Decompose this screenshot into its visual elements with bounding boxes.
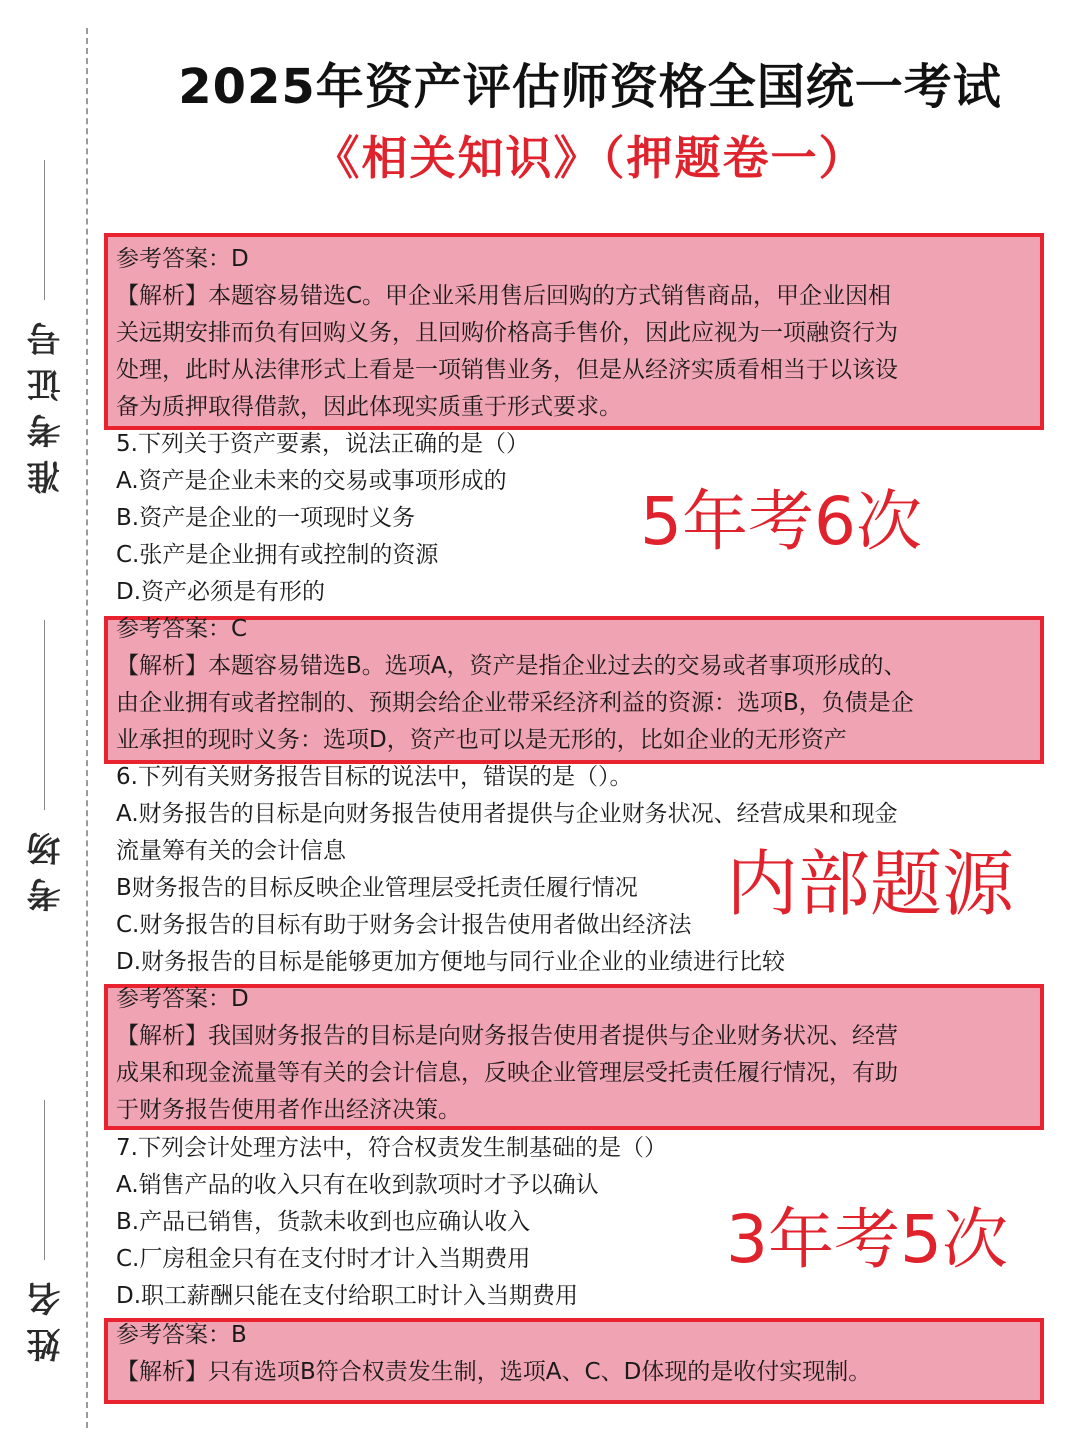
analysis-line: 处理，此时从法律形式上看是一项销售业务，但是从经济实质看相当于以该设: [116, 357, 898, 383]
question-option: C.张产是企业拥有或控制的资源: [116, 542, 439, 568]
answer-label: 参考答案：D: [116, 986, 249, 1012]
stamp-three-years: 3年考5次: [726, 1201, 1008, 1278]
analysis-line: 【解析】只有选项B符合权责发生制，选项A、C、D体现的是收付实现制。: [116, 1359, 872, 1385]
stamp-five-years: 5年考6次: [640, 483, 922, 560]
question-option: B.产品已销售，货款未收到也应确认收入: [116, 1209, 531, 1235]
binding-dashed-line: [86, 28, 88, 1428]
question-option: A.销售产品的收入只有在收到款项时才予以确认: [116, 1172, 599, 1198]
page-title: 2025年资产评估师资格全国统一考试: [178, 59, 1002, 115]
question-option: C.厂房租金只有在支付时才计入当期费用: [116, 1246, 531, 1272]
side-underline-name: [44, 1100, 45, 1260]
question-option: D.职工薪酬只能在支付给职工时计入当期费用: [116, 1283, 579, 1309]
side-underline-room: [44, 620, 45, 810]
analysis-line: 【解析】本题容易错选B。选项A，资产是指企业过去的交易或者事项形成的、: [116, 653, 907, 679]
analysis-line: 关远期安排而负有回购义务，且回购价格高手售价，因此应视为一项融资行为: [116, 320, 898, 346]
question-option: D.资产必须是有形的: [116, 579, 326, 605]
question-option: 流量筹有关的会计信息: [116, 838, 346, 864]
page-subtitle: 《相关知识》（押题卷一）: [313, 131, 867, 185]
answer-label: 参考答案：C: [116, 616, 248, 642]
question-stem: 7.下列会计处理方法中，符合权责发生制基础的是（）: [116, 1135, 667, 1161]
answer-label: 参考答案：D: [116, 246, 249, 272]
question-stem: 6.下列有关财务报告目标的说法中，错误的是（）。: [116, 764, 633, 790]
answer-label: 参考答案：B: [116, 1322, 247, 1348]
analysis-line: 【解析】我国财务报告的目标是向财务报告使用者提供与企业财务状况、经营: [116, 1023, 898, 1049]
analysis-line: 成果和现金流量等有关的会计信息，反映企业管理层受托责任履行情况，有助: [116, 1060, 898, 1086]
stamp-internal-source: 内部题源: [726, 842, 1015, 926]
question-option: A.资产是企业未来的交易或事项形成的: [116, 468, 507, 494]
side-label-room: 考场: [27, 820, 67, 912]
question-stem: 5.下列关于资产要素，说法正确的是（）: [116, 431, 529, 457]
analysis-line: 备为质押取得借款，因此体现实质重于形式要求。: [116, 394, 622, 420]
side-underline-exam-id: [44, 160, 45, 300]
analysis-line: 【解析】本题容易错选C。甲企业采用售后回购的方式销售商品，甲企业因相: [116, 283, 892, 309]
question-option: A.财务报告的目标是向财务报告使用者提供与企业财务状况、经营成果和现金: [116, 801, 898, 827]
analysis-line: 业承担的现时义务：选项D，资产也可以是无形的，比如企业的无形资产: [116, 727, 847, 753]
question-option: D.财务报告的目标是能够更加方便地与同行业企业的业绩进行比较: [116, 949, 786, 975]
question-option: B.资产是企业的一项现时义务: [116, 505, 416, 531]
side-label-name: 姓名: [27, 1270, 67, 1362]
question-option: C.财务报告的目标有助于财务会计报告使用者做出经济法: [116, 912, 692, 938]
question-option: B财务报告的目标反映企业管理层受托责任履行情况: [116, 875, 638, 901]
analysis-line: 于财务报告使用者作出经济决策。: [116, 1097, 461, 1123]
side-label-exam-id: 准考证号: [27, 310, 67, 494]
analysis-line: 由企业拥有或者控制的、预期会给企业带采经济利益的资源：选项B，负债是企: [116, 690, 914, 716]
